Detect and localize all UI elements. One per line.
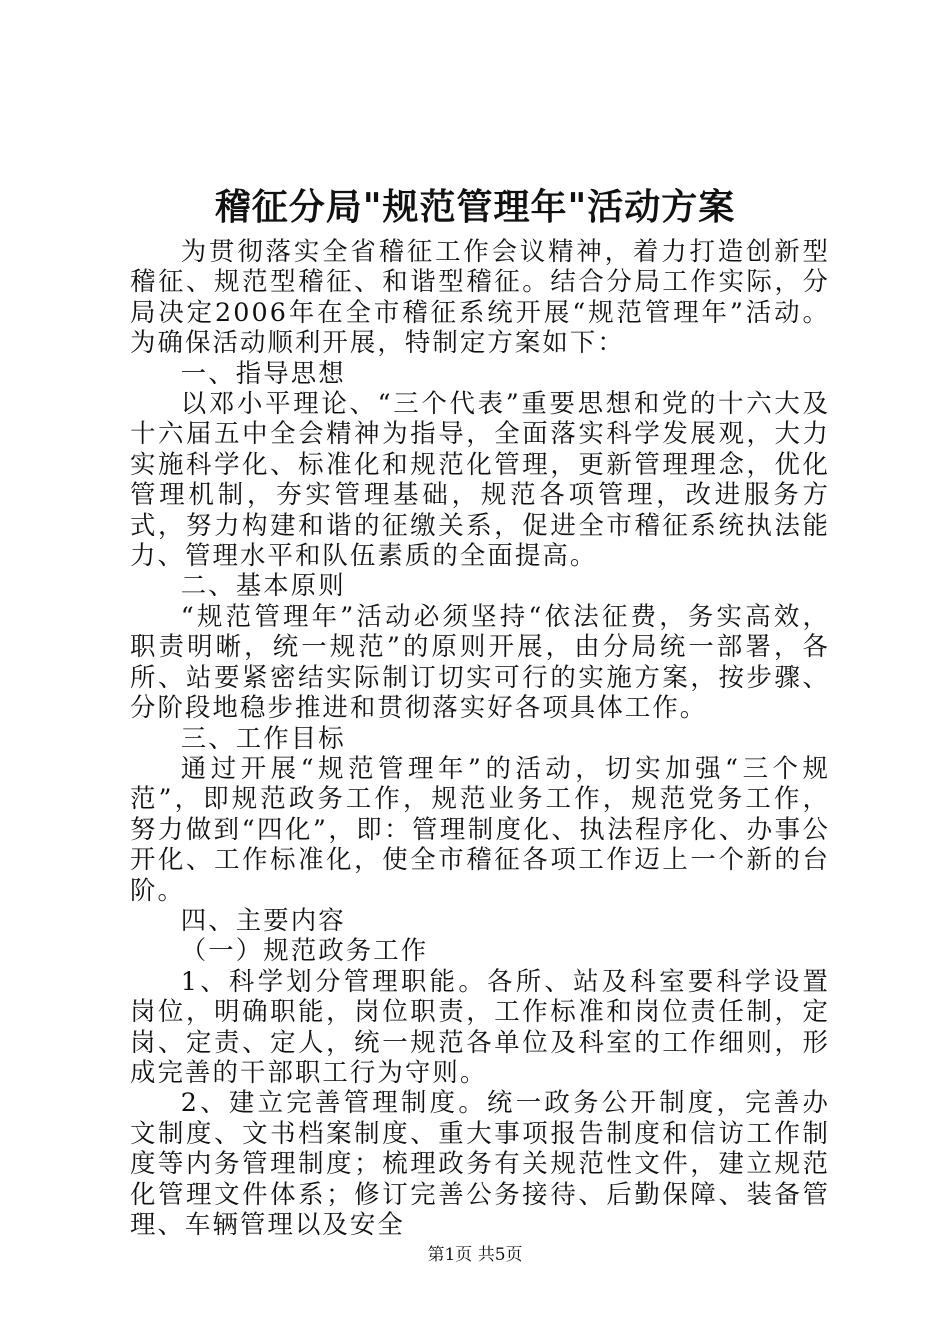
section-2-paragraph: “规范管理年”活动必须坚持“依法征费，务实高效，职责明晰，统一规范”的原则开展，由分局统一部署，各所、站要紧密结实际制订切实可行的实施方案，按步骤、分阶段地稳步推进和贯彻落实好各项具体工作。 <box>130 600 830 723</box>
section-3-paragraph: 通过开展“规范管理年”的活动，切实加强“三个规范”，即规范政务工作，规范业务工作，规范党务工作，努力做到“四化”，即：管理制度化、执法程序化、办事公开化、工作标准化，使全市稽征各项工作迈上一个新的台阶。 <box>130 752 830 905</box>
section-heading-4: 四、主要内容 <box>180 904 346 935</box>
item-paragraph-1: 1、科学划分管理职能。各所、站及科室要科学设置岗位，明确职能，岗位职责，工作标准和岗位责任制，定岗、定责、定人，统一规范各单位及科室的工作细则，形成完善的干部职工行为守则。 <box>130 965 830 1087</box>
subsection-heading-1: （一）规范政务工作 <box>180 935 429 966</box>
section-heading-2: 二、基本原则 <box>180 570 346 601</box>
section-heading-3: 三、工作目标 <box>180 722 346 753</box>
section-1-paragraph: 以邓小平理论、“三个代表”重要思想和党的十六大及十六届五中全会精神为指导，全面落实科学发展观，大力实施科学化、标准化和规范化管理，更新管理理念，优化管理机制，夯实管理基础，规范各项管理，改进服务方式，努力构建和谐的征缴关系，促进全市稽征系统执法能力、管理水平和队伍素质的全面提高。 <box>130 388 830 571</box>
document-body <box>130 236 830 1239</box>
page-number-footer: 第1页 共5页 <box>427 1245 523 1265</box>
document-title: 稽征分局"规范管理年"活动方案 <box>214 186 736 228</box>
item-paragraph-2: 2、建立完善管理制度。统一政务公开制度，完善办文制度、文书档案制度、重大事项报告制度和信访工作制度等内务管理制度；梳理政务有关规范性文件，建立规范化管理文件体系；修订完善公务接待、后勤保障、装备管理、车辆管理以及安全 <box>130 1087 830 1239</box>
intro-paragraph: 为贯彻落实全省稽征工作会议精神，着力打造创新型稽征、规范型稽征、和谐型稽征。结合分局工作实际，分局决定2006年在全市稽征系统开展“规范管理年”活动。为确保活动顺利开展，特制定方案如下： <box>130 236 830 358</box>
section-heading-1: 一、指导思想 <box>180 357 346 388</box>
